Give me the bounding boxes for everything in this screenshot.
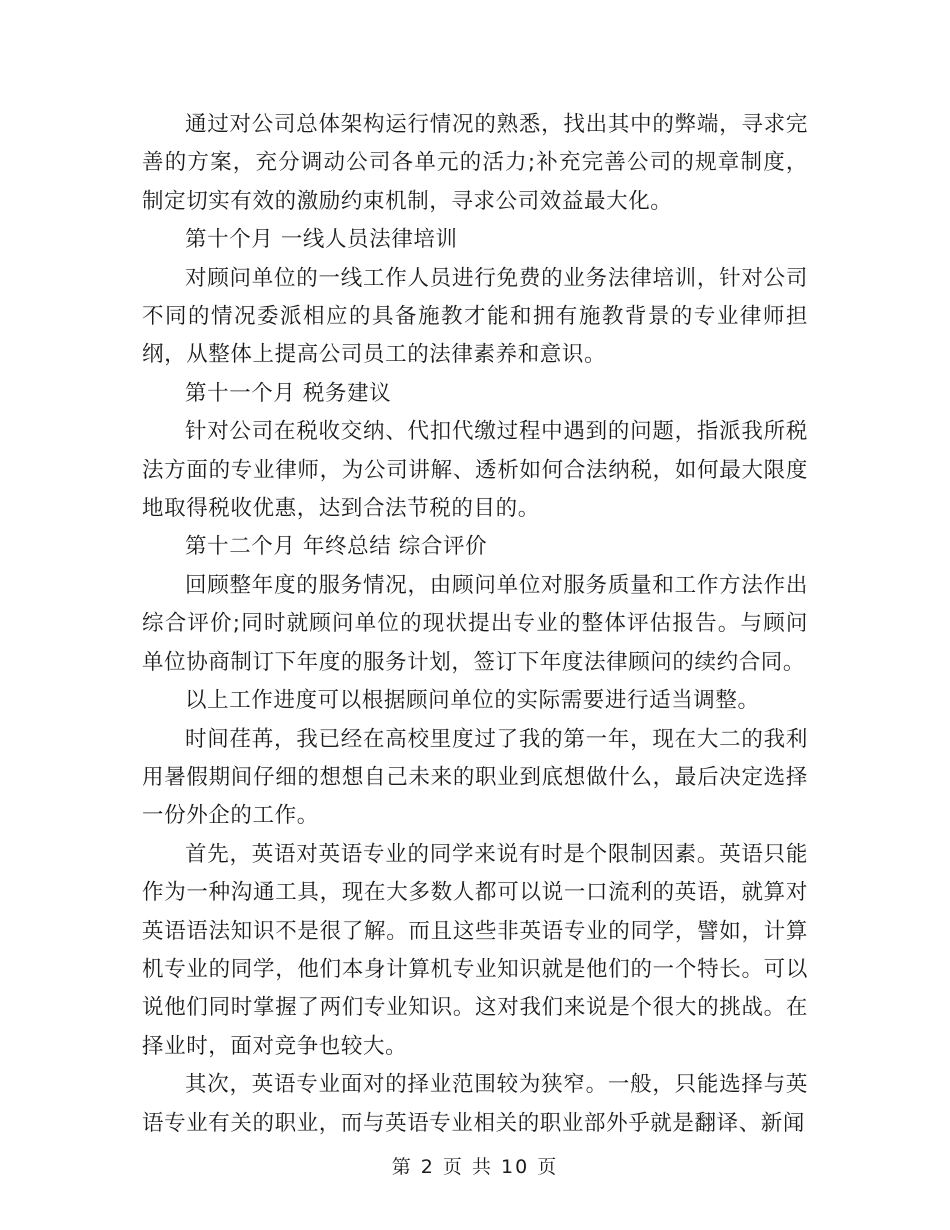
section-heading: 第十个月 一线人员法律培训 — [185, 227, 458, 253]
paragraph: 首先，英语对英语专业的同学来说有时是个限制因素。英语只能作为一种沟通工具，现在大多数人都可以说一口流利的英语，就算对英语语法知识不是很了解。而且这些非英语专业的同学，譬如，计算机专业的同学，他们本身计算机专业知识就是他们的一个特长。可以说他们同时掌握了两们专业知识。这对我们来说是个很大的挑战。在择业时，面对竞争也较大。 — [142, 841, 808, 1059]
document-body — [142, 106, 808, 1143]
paragraph: 时间荏苒，我已经在高校里度过了我的第一年，现在大二的我利用暑假期间仔细的想想自己未来的职业到底想做什么，最后决定选择一份外企的工作。 — [142, 726, 808, 829]
section-heading: 第十二个月 年终总结 综合评价 — [185, 534, 488, 560]
paragraph: 其次，英语专业面对的择业范围较为狭窄。一般，只能选择与英语专业有关的职业，而与英语专业相关的职业部外乎就是翻译、新闻 — [142, 1072, 808, 1136]
paragraph: 对顾问单位的一线工作人员进行免费的业务法律培训，针对公司不同的情况委派相应的具备施教才能和拥有施教背景的专业律师担纲，从整体上提高公司员工的法律素养和意识。 — [142, 265, 808, 368]
section-heading: 第十一个月 税务建议 — [185, 380, 392, 406]
paragraph: 回顾整年度的服务情况，由顾问单位对服务质量和工作方法作出综合评价;同时就顾问单位的现状提出专业的整体评估报告。与顾问单位协商制订下年度的服务计划，签订下年度法律顾问的续约合同。 — [142, 572, 808, 675]
paragraph: 以上工作进度可以根据顾问单位的实际需要进行适当调整。 — [185, 688, 760, 714]
page-number-footer: 第 2 页 共 10 页 — [391, 1156, 559, 1178]
paragraph: 针对公司在税收交纳、代扣代缴过程中遇到的问题，指派我所税法方面的专业律师，为公司讲解、透析如何合法纳税，如何最大限度地取得税收优惠，达到合法节税的目的。 — [142, 419, 808, 522]
paragraph: 通过对公司总体架构运行情况的熟悉，找出其中的弊端，寻求完善的方案，充分调动公司各单元的活力;补充完善公司的规章制度，制定切实有效的激励约束机制，寻求公司效益最大化。 — [142, 112, 808, 214]
